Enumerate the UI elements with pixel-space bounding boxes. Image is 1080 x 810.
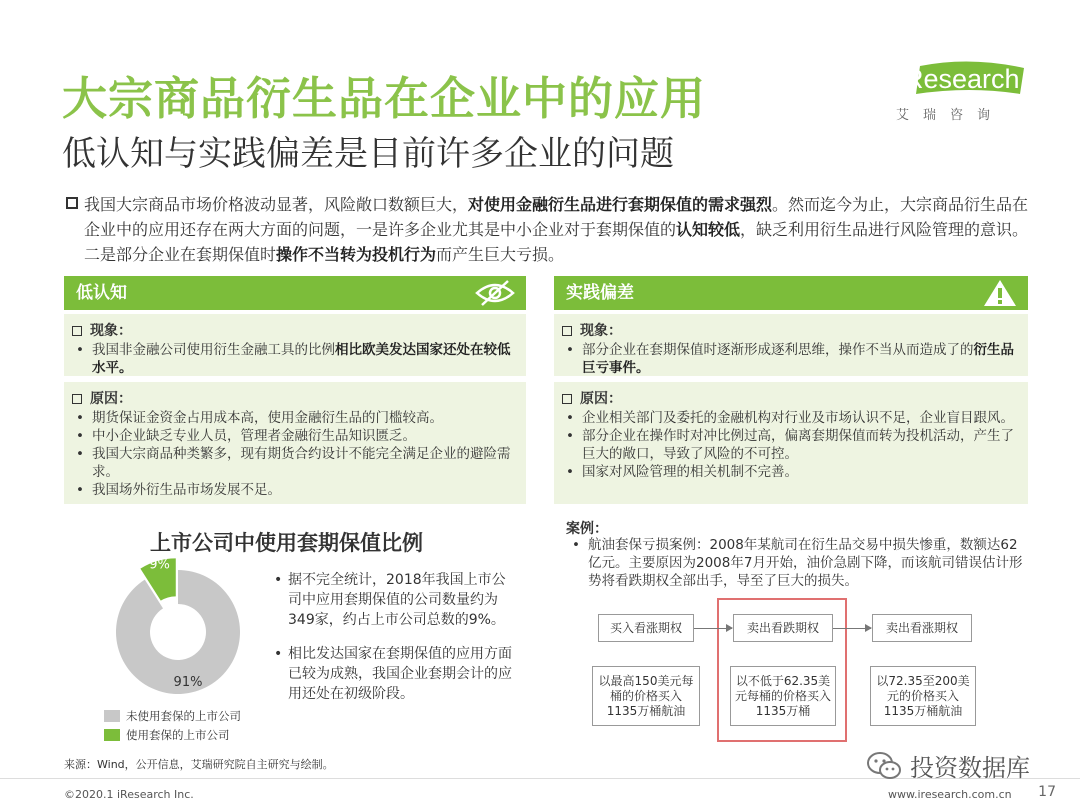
panel-title: 低认知 [76, 283, 127, 303]
flow-detail-sell-call: 以72.35至200美元的价格买入1135万桶航油 [870, 666, 976, 726]
chart-notes [268, 570, 518, 718]
copyright: ©2020.1 iResearch Inc. [64, 788, 194, 801]
donut-chart [100, 550, 260, 710]
flow-arrow [833, 628, 871, 629]
list-item: • 我国场外衍生品市场发展不足。 [70, 481, 520, 499]
pie-label-used: 9% [149, 557, 170, 573]
list-item: • 国家对风险管理的相关机制不完善。 [560, 463, 1020, 481]
website-link[interactable]: www.iresearch.com.cn [888, 788, 1012, 801]
list-item: • 我国大宗商品种类繁多，现有期货合约设计不能完全满足企业的避险需求。 [70, 445, 520, 481]
right-phenomenon-box: 现象： • 部分企业在套期保值时逐渐形成逐利思维，操作不当从而造成了的衍生品巨亏事件。 [554, 314, 1028, 376]
list-item: • 企业相关部门及委托的金融机构对行业及市场认识不足，企业盲目跟风。 [560, 409, 1020, 427]
logo-subtext: 艾瑞咨询 [896, 108, 1005, 123]
note-item: • 相比发达国家在套期保值的应用方面已较为成熟，我国企业套期会计的应用还处在初级阶段。 [268, 644, 518, 704]
legend-swatch [104, 729, 120, 741]
intro-paragraph: 我国大宗商品市场价格波动显著，风险敞口数额巨大，对使用金融衍生品进行套期保值的需求强烈。然而迄今为止，大宗商品衍生品在企业中的应用还存在两大方面的问题，一是许多企业尤其是中小企业对于套期保值的认知较低，缺乏利用衍生品进行风险管理的意识。二是部分企业在套期保值时操作不当转为投机行为而产生巨大亏损。 [64, 192, 1034, 267]
flow-detail-sell-put: 以不低于62.35美元每桶的价格买入1135万桶 [730, 666, 836, 726]
iresearch-logo [890, 60, 1030, 124]
source-note: 来源：Wind，公开信息，艾瑞研究院自主研究与绘制。 [64, 758, 334, 771]
page-number: 17 [1038, 784, 1056, 800]
note-item: • 据不完全统计，2018年我国上市公司中应用套期保值的公司数量约为349家，约占上市公司总数的9%。 [268, 570, 518, 630]
left-reason-box: 原因： • 期货保证金资金占用成本高，使用金融衍生品的门槛较高。 • 中小企业缺乏专业人员，管理者金融衍生品知识匮乏。 • 我国大宗商品种类繁多，现有期货合约设计不能完全满足企业的避险需求。 • 我国场外衍生品市场发展不足。 [64, 382, 526, 504]
panel-title: 实践偏差 [566, 283, 634, 303]
chart-legend [104, 706, 241, 744]
logo-text: iResearch [898, 64, 1020, 94]
legend-entry-unused: 未使用套保的上市公司 [104, 706, 241, 725]
panel-header-low-awareness [64, 276, 526, 310]
eye-slash-icon [474, 279, 516, 307]
flow-step-sell-put: 卖出看跌期权 [733, 614, 833, 642]
warning-icon [982, 278, 1018, 308]
chart-title: 上市公司中使用套期保值比例 [150, 531, 423, 555]
page-title: 大宗商品衍生品在企业中的应用 [62, 72, 707, 125]
legend-swatch [104, 710, 120, 722]
case-text: • 航油套保亏损案例：2008年某航司在衍生品交易中损失惨重，数额达62亿元。主要原因为2008年7月开始，油价急剧下降，而该航司错误估计形势将看跌期权全部出手，导至了巨大的损失。 [566, 536, 1026, 590]
page-subtitle: 低认知与实践偏差是目前许多企业的问题 [62, 134, 674, 174]
list-item: • 中小企业缺乏专业人员，管理者金融衍生品知识匮乏。 [70, 427, 520, 445]
right-reason-box: 原因： • 企业相关部门及委托的金融机构对行业及市场认识不足，企业盲目跟风。 • 部分企业在操作时对冲比例过高，偏离套期保值而转为投机活动，产生了巨大的敞口，导致了风险的不可控。 • 国家对风险管理的相关机制不完善。 [554, 382, 1028, 504]
list-item: • 期货保证金资金占用成本高，使用金融衍生品的门槛较高。 [70, 409, 520, 427]
flow-step-buy-call: 买入看涨期权 [598, 614, 694, 642]
list-item: • 部分企业在操作时对冲比例过高，偏离套期保值而转为投机活动，产生了巨大的敞口，导致了风险的不可控。 [560, 427, 1020, 463]
legend-entry-used: 使用套保的上市公司 [104, 725, 241, 744]
case-heading: 案例： [566, 521, 608, 537]
panel-header-practice-deviation [554, 276, 1028, 310]
flow-detail-buy-call: 以最高150美元每桶的价格买入1135万桶航油 [592, 666, 700, 726]
flow-arrow [694, 628, 732, 629]
pie-label-unused: 91% [173, 675, 203, 690]
wechat-icon [866, 751, 902, 781]
wechat-watermark: 投资数据库 [866, 748, 1030, 783]
square-bullet-icon [66, 197, 78, 209]
flow-step-sell-call: 卖出看涨期权 [872, 614, 972, 642]
left-phenomenon-box: 现象： • 我国非金融公司使用衍生金融工具的比例相比欧美发达国家还处在较低水平。 [64, 314, 526, 376]
